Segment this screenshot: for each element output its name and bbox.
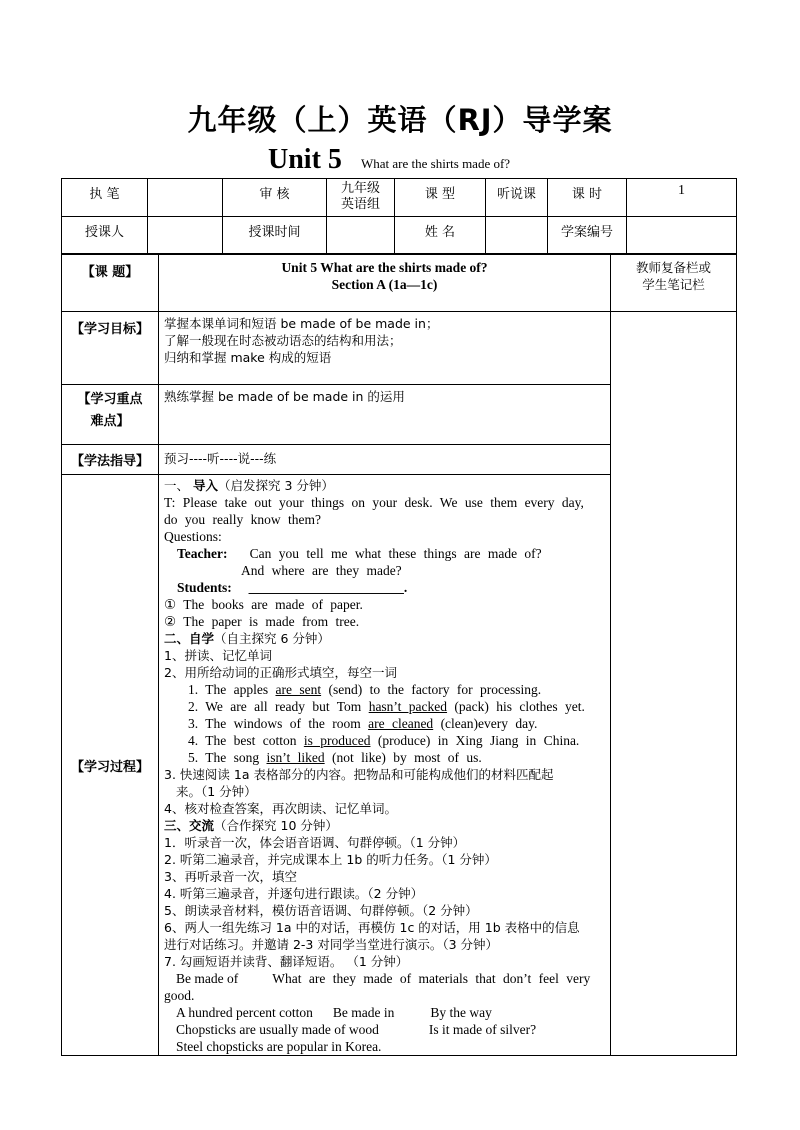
unit-label: Unit 5 xyxy=(268,144,342,175)
lesson-table xyxy=(61,254,737,1056)
fill-item-3: 3. The windows of the room are cleaned (clean)every day. xyxy=(188,716,538,731)
process-label: 【学习过程】 xyxy=(62,475,159,1056)
method-label: 【学法指导】 xyxy=(62,445,159,475)
fill-item-4: 4. The best cotton is produced (produce) in Xing Jiang in China. xyxy=(188,733,580,748)
cell-period-label: 课 时 xyxy=(548,179,627,217)
students-answer: Students: _______________________. xyxy=(177,580,408,595)
goals-cell: 掌握本课单词和短语 be made of be made in； 了解一般现在时态被动语态的结构和用法； 归纳和掌握 make 构成的短语 xyxy=(159,312,611,385)
unit-heading xyxy=(268,144,510,176)
phrase-line-2: A hundred percent cotton Be made in By the way xyxy=(176,1005,492,1020)
cell-reviewer-value: 九年级 英语组 xyxy=(327,179,395,217)
goals-label: 【学习目标】 xyxy=(62,312,159,385)
cell-time-value xyxy=(327,217,395,254)
notes-header: 教师复备栏或 学生笔记栏 xyxy=(611,255,737,312)
process-cell: 一、 导入（启发探究 3 分钟） T: Please take out your things on your desk. We use them every day, do you really know them? Questions: Teacher: Can you tell me what these things are made of? And where are they made? Students: _______________________. ① The books are made of paper. ② The paper is made from tree. 二、自学（自主探究 6 分钟） 1、拼读、记忆单词 2、用所给动词的正确形式填空，每空一词 1. The apples are sent (send) to the factory for processing. 2. We are all ready but Tom hasn’t packed (pack) his clothes yet. 3. The windows of the room are cleaned (clean)every day. 4. The best cotton is produced (produce) in Xing Jiang in China. 5. The song isn’t liked (not like) by most of us. 3. 快速阅读 1a 表格部分的内容。把物品和可能构成他们的材料匹配起 来。（1 分钟） 4、核对检查答案，再次朗读、记忆单词。 三、交流（合作探究 10 分钟） 1．听录音一次，体会语音语调、句群停顿。（1 分钟） 2. 听第二遍录音，并完成课本上 1b 的听力任务。（1 分钟） 3、再听录音一次，填空 4. 听第三遍录音，并逐句进行跟读。（2 分钟） 5、朗读录音材料，模仿语音语调、句群停顿。（2 分钟） 6、两人一组先练习 1a 中的对话，再模仿 1c 的对话，用 1b 表格中的信息 进行对话练习。并邀请 2-3 对同学当堂进行演示。（3 分钟） 7. 勾画短语并读背、翻译短语。 （1 分钟） Be made of What are they made of materials that don’t feel very good. A hundred percent cotton Be made in By the way Chopsticks are usually made of wood Is it made of silver? Steel chopsticks are popular in Korea. xyxy=(159,475,611,1056)
key-cell: 熟练掌握 be made of be made in 的运用 xyxy=(159,385,611,445)
fill-item-5: 5. The song isn’t liked (not like) by most of us. xyxy=(188,750,482,765)
cell-time-label: 授课时间 xyxy=(223,217,327,254)
unit-subtitle: What are the shirts made of? xyxy=(361,156,511,171)
key-label: 【学习重点 难点】 xyxy=(62,385,159,445)
phrase-line-1: Be made of What are they made of materials that don’t feel very xyxy=(176,971,591,986)
cell-name-value xyxy=(486,217,548,254)
cell-name-label: 姓 名 xyxy=(395,217,486,254)
cell-code-value xyxy=(627,217,737,254)
section-1-heading: 一、 导入（启发探究 3 分钟） xyxy=(164,478,334,493)
cell-writer-value xyxy=(148,179,223,217)
cell-teacher-label: 授课人 xyxy=(62,217,148,254)
cell-period-value: 1 xyxy=(627,179,737,217)
section-2-heading: 二、自学（自主探究 6 分钟） xyxy=(164,631,330,646)
cell-type-label: 课 型 xyxy=(395,179,486,217)
fill-item-2: 2. We are all ready but Tom hasn’t packed (pack) his clothes yet. xyxy=(188,699,585,714)
info-table xyxy=(61,178,737,254)
topic-cell: Unit 5 What are the shirts made of? Section A (1a—1c) xyxy=(159,255,611,312)
method-cell: 预习----听----说---练 xyxy=(159,445,611,475)
cell-teacher-value xyxy=(148,217,223,254)
page-title: 九年级（上）英语（RJ）导学案 xyxy=(187,103,613,137)
notes-column xyxy=(611,312,737,1056)
teacher-question: Teacher: Can you tell me what these things are made of? xyxy=(177,546,542,561)
fill-item-1: 1. The apples are sent (send) to the factory for processing. xyxy=(188,682,542,697)
topic-label: 【课 题】 xyxy=(62,255,159,312)
phrase-line-3: Chopsticks are usually made of wood Is it made of silver? xyxy=(176,1022,537,1037)
cell-writer-label: 执 笔 xyxy=(62,179,148,217)
section-3-heading: 三、交流（合作探究 10 分钟） xyxy=(164,818,338,833)
cell-code-label: 学案编号 xyxy=(548,217,627,254)
cell-type-value: 听说课 xyxy=(486,179,548,217)
cell-reviewer-label: 审 核 xyxy=(223,179,327,217)
